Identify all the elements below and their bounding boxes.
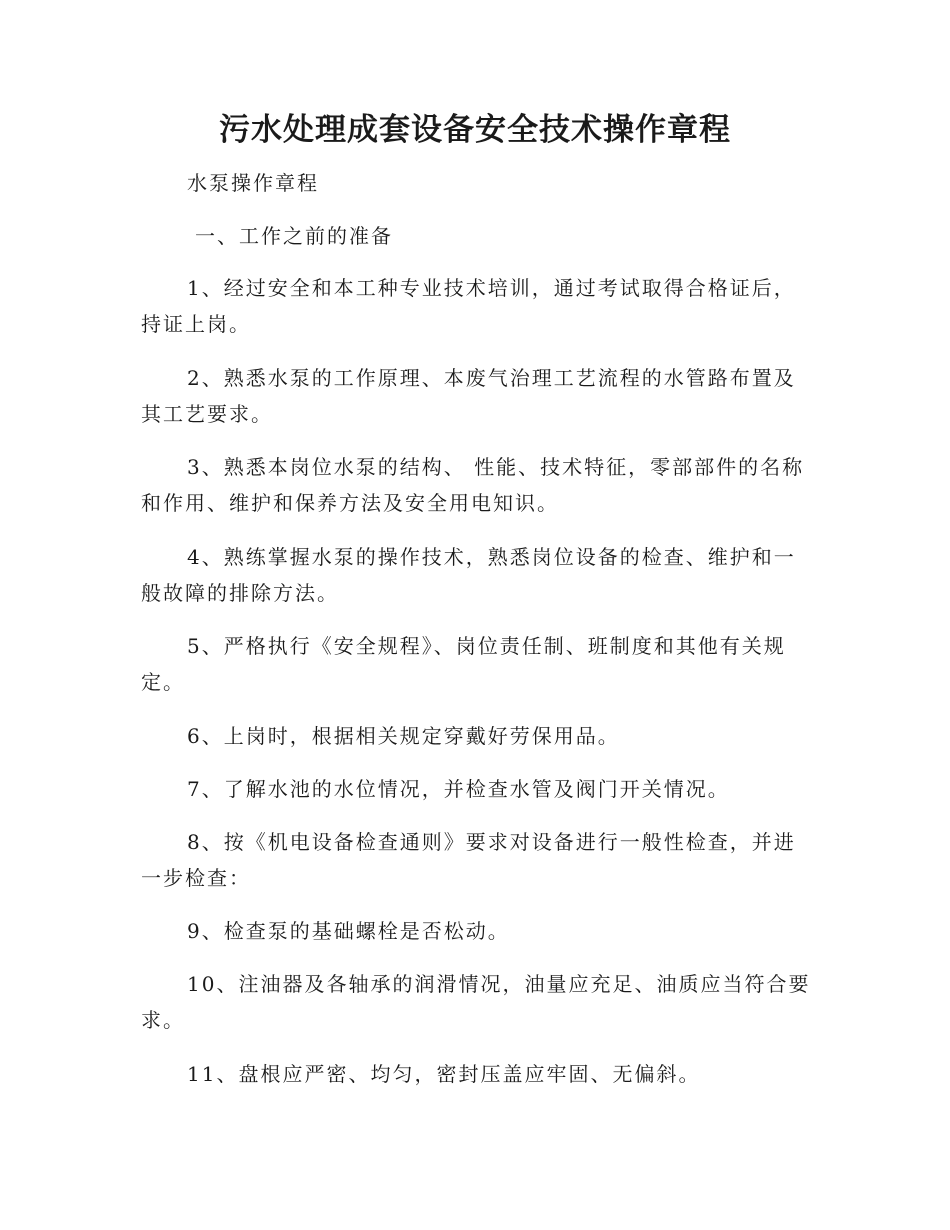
subtitle: 水泵操作章程 bbox=[187, 171, 319, 195]
list-item: 3、熟悉本岗位水泵的结构、 性能、技术特征，零部部件的名称和作用、维护和保养方法及安全用电知识。 bbox=[141, 455, 805, 515]
list-item: 2、熟悉水泵的工作原理、本废气治理工艺流程的水管路布置及其工艺要求。 bbox=[141, 366, 796, 426]
list-item: 6、上岗时，根据相关规定穿戴好劳保用品。 bbox=[187, 724, 620, 748]
list-item: 4、熟练掌握水泵的操作技术，熟悉岗位设备的检查、维护和一般故障的排除方法。 bbox=[141, 545, 796, 605]
document-title: 污水处理成套设备安全技术操作章程 bbox=[219, 112, 731, 148]
list-item: 1、经过安全和本工种专业技术培训，通过考试取得合格证后，持证上岗。 bbox=[141, 276, 796, 336]
list-item: 10、注油器及各轴承的润滑情况，油量应充足、油质应当符合要求。 bbox=[141, 972, 811, 1032]
list-item: 8、按《机电设备检查通则》要求对设备进行一般性检查，并进一步检查： bbox=[141, 830, 796, 890]
section-heading: 一、工作之前的准备 bbox=[195, 224, 393, 248]
list-item: 9、检查泵的基础螺栓是否松动。 bbox=[187, 919, 510, 943]
list-item: 11、盘根应严密、均匀，密封压盖应牢固、无偏斜。 bbox=[187, 1062, 701, 1086]
list-item: 5、严格执行《安全规程》、岗位责任制、班制度和其他有关规定。 bbox=[141, 634, 786, 694]
list-item: 7、了解水池的水位情况，并检查水管及阀门开关情况。 bbox=[187, 777, 730, 801]
